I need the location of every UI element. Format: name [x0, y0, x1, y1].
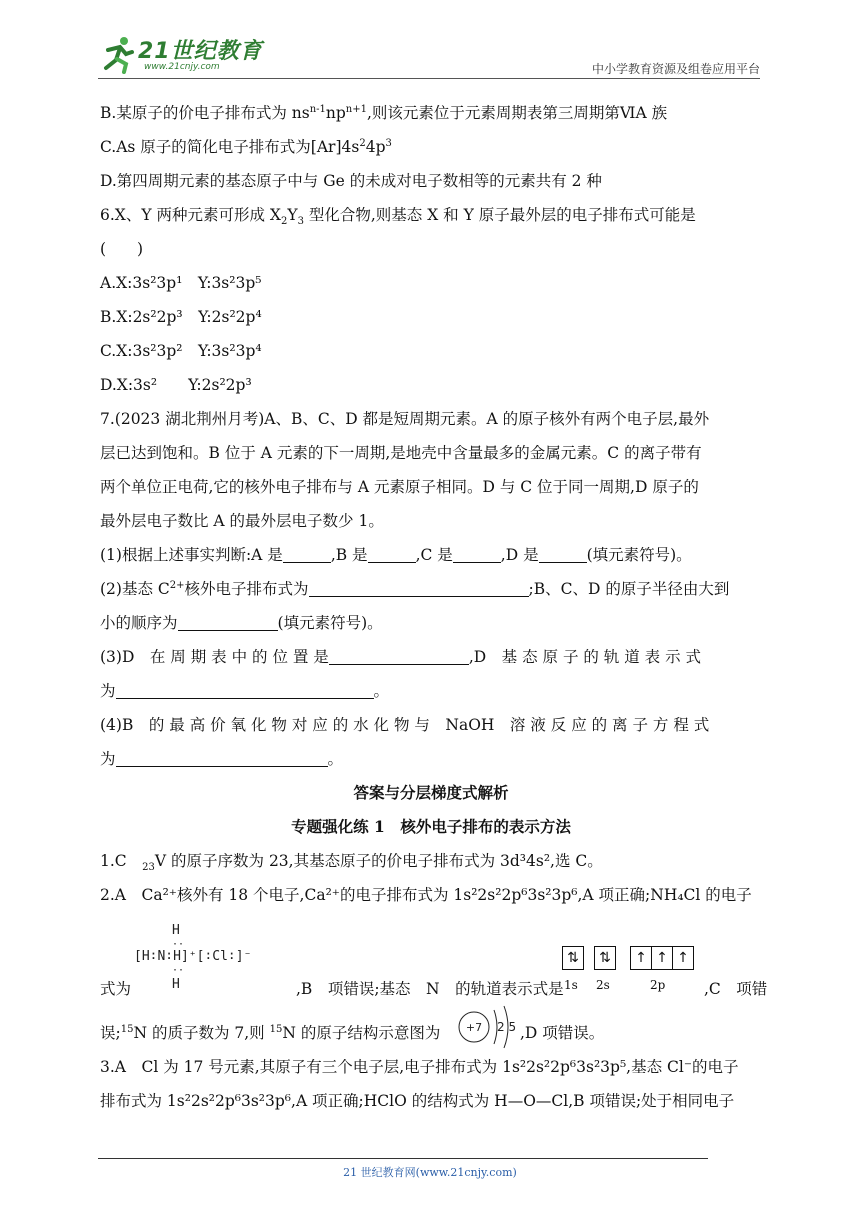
q7-part-3-cont: 为 。 — [100, 682, 390, 700]
page-header — [98, 30, 760, 78]
q7-part-4-cont: 为 。 — [100, 750, 344, 768]
q7-part-4: (4)B 的 最 高 价 氧 化 物 对 应 的 水 化 物 与 NaOH 溶 液 反 应 的 离 子 方 程 式 — [100, 716, 710, 734]
runner-logo-icon — [98, 34, 138, 74]
q6-option-d: D.X:3s² Y:2s²2p³ — [100, 376, 252, 394]
answer-3-line-2: 排布式为 1s²2s²2p⁶3s²3p⁶,A 项正确;HClO 的结构式为 H—O—Cl,B 项错误;处于相同电子 — [100, 1092, 735, 1110]
answer-blank[interactable] — [283, 544, 331, 563]
nh4cl-lewis-structure: H ·· [H∶N∶H]⁺[∶Cl∶]⁻ ·· H — [134, 923, 252, 992]
logo-text: 21世纪教育 — [138, 39, 263, 64]
q7-line-2: 层已达到饱和。B 位于 A 元素的下一周期,是地壳中含量最多的金属元素。C 的离子带有 — [100, 444, 702, 462]
answer-blank[interactable] — [539, 544, 587, 563]
document-body — [100, 96, 768, 1118]
answer-blank[interactable] — [116, 680, 374, 699]
q6-option-c: C.X:3s²3p² Y:3s²3p⁴ — [100, 342, 262, 360]
answer-blank[interactable] — [329, 646, 469, 665]
platform-title: 中小学教育资源及组卷应用平台 — [591, 62, 760, 76]
q5-option-d: D.第四周期元素的基态原子中与 Ge 的未成对电子数相等的元素共有 2 种 — [100, 172, 602, 190]
answer-blank[interactable] — [368, 544, 416, 563]
q7-part-1: (1)根据上述事实判断:A 是 ,B 是 ,C 是 ,D 是 (填元素符号)。 — [100, 546, 692, 564]
q6-option-b: B.X:2s²2p³ Y:2s²2p⁴ — [100, 308, 262, 326]
q6-option-a: A.X:3s²3p¹ Y:3s²3p⁵ — [100, 274, 262, 292]
answer-blank[interactable] — [309, 578, 529, 597]
answer-blank[interactable] — [116, 748, 328, 767]
site-logo[interactable] — [98, 34, 268, 76]
logo-url: www.21cnjy.com — [144, 62, 220, 72]
q5-option-b: B.某原子的价电子排布式为 $ns^{n-1}np^{n+1}$,则该元素位于元素周期表第三周期第ⅥA 族 — [100, 103, 668, 122]
q5-option-c: C.As 原子的简化电子排布式为$[Ar]4s^24p^3$ — [100, 137, 392, 156]
answer-blank[interactable] — [453, 544, 501, 563]
page-footer[interactable]: 21 世纪教育网(www.21cnjy.com) — [343, 1166, 517, 1179]
q7-line-3: 两个单位正电荷,它的核外电子排布与 A 元素原子相同。D 与 C 位于同一周期,D 原子的 — [100, 478, 699, 496]
q6-stem: 6.X、Y 两种元素可形成 $X_2Y_3$ 型化合物,则基态 X 和 Y 原子最外层的电子排布式可能是 — [100, 206, 696, 228]
q7-part-3: (3)D 在 周 期 表 中 的 位 置 是 ,D 基 态 原 子 的 轨 道 表 示 式 — [100, 648, 702, 666]
nitrogen-atom-structure-diagram — [456, 1002, 520, 1052]
answers-subheading: 专题强化练 1 核外电子排布的表示方法 — [291, 817, 571, 836]
nitrogen-orbital-diagram: ⇅ ⇅ ↑ ↑ ↑ 1s 2s 2p — [562, 940, 702, 1000]
answer-2-line-1: 2.A Ca²⁺核外有 18 个电子,Ca²⁺的电子排布式为 1s²2s²2p⁶3s²3p⁶,A 项正确;NH₄Cl 的电子 — [100, 886, 752, 904]
q7-part-2-cont: 小的顺序为 (填元素符号)。 — [100, 614, 383, 632]
svg-text:2 5: 2 5 — [497, 1020, 517, 1034]
q7-line-4: 最外层电子数比 A 的最外层电子数少 1。 — [100, 512, 384, 530]
q7-line-1: 7.(2023 湖北荆州月考)A、B、C、D 都是短周期元素。A 的原子核外有两个电子层,最外 — [100, 410, 710, 428]
answer-2-line-2: 式为 H ·· [H∶N∶H]⁺[∶Cl∶]⁻ ·· H ,B 项错误;基态 N 的轨道表示式是 ⇅ ⇅ ↑ ↑ ↑ 1s 2s 2p ,C 项错 — [100, 912, 762, 1008]
answer-1: 1.C $_{23}$V 的原子序数为 23,其基态原子的价电子排布式为 3d³4s²,选 C。 — [100, 852, 603, 874]
answer-2-line-3: 误;$^{15}$N 的质子数为 7,则 $^{15}$N 的原子结构示意图为 +7 2 5 ,D 项错误。 — [100, 1008, 762, 1050]
answers-heading: 答案与分层梯度式解析 — [353, 783, 509, 802]
q7-part-2: (2)基态 $C^{2+}$核外电子排布式为 ;B、C、D 的原子半径由大到 — [100, 579, 730, 598]
answer-3-line-1: 3.A Cl 为 17 号元素,其原子有三个电子层,电子排布式为 1s²2s²2p⁶3s²3p⁵,基态 Cl⁻的电子 — [100, 1058, 739, 1076]
header-divider — [98, 78, 760, 79]
svg-text:+7: +7 — [465, 1021, 483, 1034]
footer-divider — [98, 1158, 708, 1159]
answer-blank[interactable] — [178, 612, 278, 631]
q6-paren: ( ) — [100, 240, 144, 258]
